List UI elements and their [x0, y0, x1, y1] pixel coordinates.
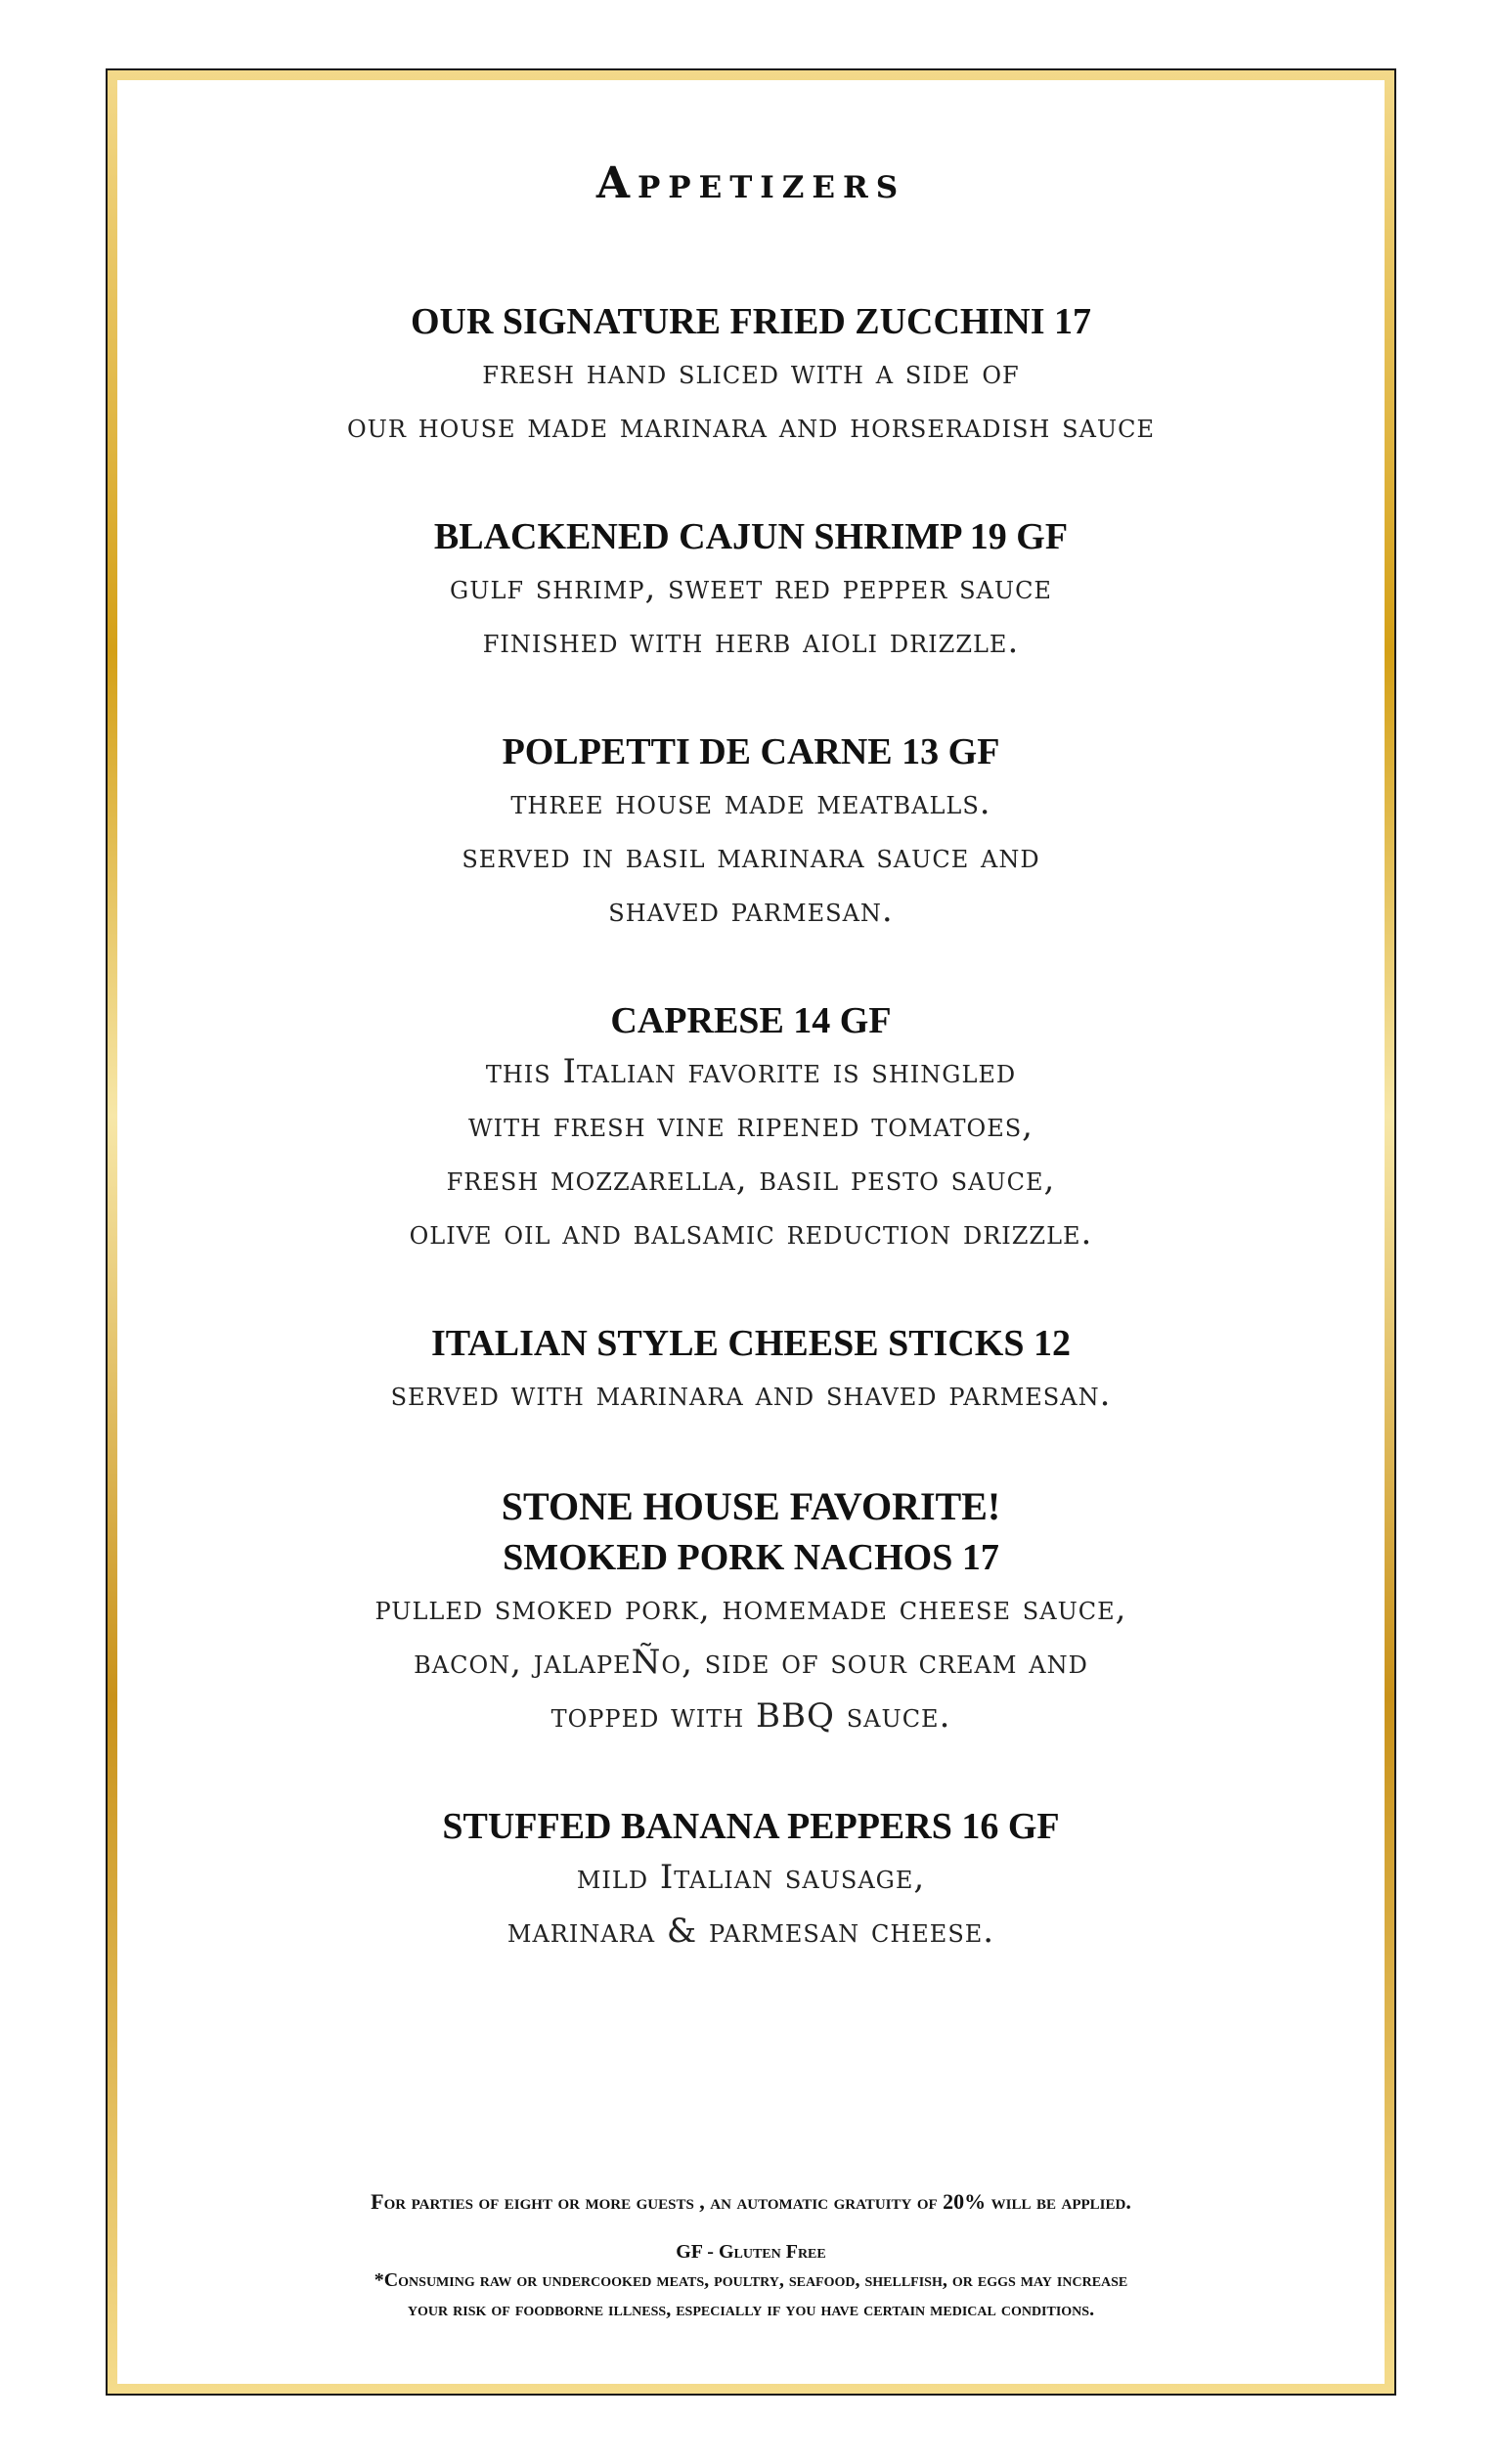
page-title: Appetizers [595, 158, 906, 208]
item-title: SMOKED PORK NACHOS 17 [503, 1537, 999, 1578]
description-line: shaved parmesan. [608, 891, 894, 930]
description-line: gulf shrimp, sweet red pepper sauce [450, 568, 1052, 607]
description-line: served with marinara and shaved parmesan. [390, 1375, 1112, 1414]
description-line: topped with BBQ sauce. [550, 1696, 951, 1736]
description-line: served in basil marinara sauce and [462, 837, 1040, 876]
description-line: bacon, jalapeÑo, side of sour cream and [414, 1643, 1088, 1682]
description-line: our house made marinara and horseradish sauce [346, 407, 1156, 446]
description-line: three house made meatballs. [510, 783, 991, 822]
description-line: fresh hand sliced with a side of [482, 353, 1020, 392]
item-description [117, 1368, 1385, 1422]
description-line: fresh mozzarella, basil pesto sauce, [446, 1160, 1056, 1199]
gratuity-notice: For parties of eight or more guests , an automatic gratuity of 20% will be applied. [371, 2189, 1131, 2214]
gold-frame-border [106, 68, 1396, 2396]
item-title: BLACKENED CAJUN SHRIMP 19 GF [433, 516, 1069, 557]
item-title: OUR SIGNATURE FRIED ZUCCHINI 17 [410, 301, 1092, 342]
description-line: with fresh vine ripened tomatoes, [468, 1106, 1034, 1145]
menu-item-caprese [117, 996, 1385, 1260]
item-description [117, 1582, 1385, 1743]
item-description [117, 561, 1385, 669]
description-line: marinara & parmesan cheese. [506, 1912, 995, 1951]
description-line: olive oil and balsamic reduction drizzle. [409, 1213, 1093, 1253]
item-title: CAPRESE 14 GF [610, 1000, 892, 1041]
item-title: ITALIAN STYLE CHEESE STICKS 12 [431, 1323, 1071, 1364]
menu-item-cheese-sticks [117, 1319, 1385, 1422]
description-line: this Italian favorite is shingled [485, 1052, 1017, 1091]
item-kicker: STONE HOUSE FAVORITE! [501, 1484, 1001, 1528]
menu-page [117, 80, 1385, 2384]
description-line: mild Italian sausage, [576, 1858, 926, 1897]
health-warning-line: your risk of foodborne illness, especially if you have certain medical conditions. [407, 2299, 1095, 2320]
item-description [117, 346, 1385, 454]
description-line: finished with herb aioli drizzle. [482, 622, 1020, 661]
gluten-free-note: GF - Gluten Free [676, 2241, 826, 2263]
item-description [117, 1851, 1385, 1958]
menu-item-pork-nachos [117, 1480, 1385, 1743]
menu-footer [117, 2187, 1385, 2324]
menu-item-fried-zucchini [117, 297, 1385, 454]
menu-item-banana-peppers [117, 1802, 1385, 1958]
description-line: pulled smoked pork, homemade cheese sauce, [374, 1589, 1127, 1628]
menu-items [117, 297, 1385, 1958]
item-title: STUFFED BANANA PEPPERS 16 GF [442, 1806, 1060, 1847]
menu-item-polpetti [117, 727, 1385, 938]
health-warning-line: *Consuming raw or undercooked meats, poultry, seafood, shellfish, or eggs may increase [374, 2269, 1128, 2291]
item-description [117, 1045, 1385, 1260]
item-description [117, 776, 1385, 938]
item-title: POLPETTI DE CARNE 13 GF [502, 731, 1000, 772]
menu-item-cajun-shrimp [117, 512, 1385, 669]
